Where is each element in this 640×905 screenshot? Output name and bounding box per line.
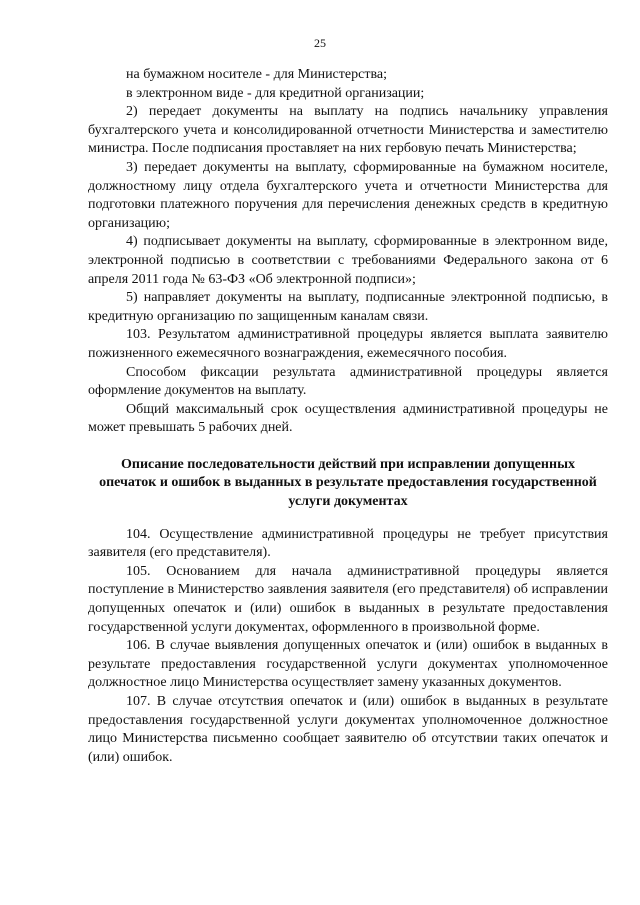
paragraph: Способом фиксации результата административной процедуры является оформление документов на выплату.: [88, 364, 608, 399]
paragraph: на бумажном носителе - для Министерства;: [126, 67, 387, 82]
paragraph: 3) передает документы на выплату, сформированные на бумажном носителе, должностному лицу отдела бухгалтерского учета и отчетности Министерства для подготовки платежного поручения для перечисления денежных средств в кредитную организацию;: [88, 159, 608, 231]
paragraph: 5) направляет документы на выплату, подписанные электронной подписью, в кредитную организацию по защищенным каналам связи.: [88, 290, 608, 324]
paragraph: 106. В случае выявления допущенных опечаток и (или) ошибок в выданных в результате предоставления государственной услуги документах уполномоченное должностное лицо Министерства осуществляет замену указанных документов.: [88, 638, 608, 691]
paragraph: 104. Осуществление административной процедуры не требует присутствия заявителя (его представителя).: [88, 526, 608, 561]
paragraph: 2) передает документы на выплату на подпись начальнику управления бухгалтерского учета и консолидированной отчетности Министерства и заместителю министра. После подписания проставляет на них гербовую печать Министерства;: [88, 104, 608, 157]
paragraph: Общий максимальный срок осуществления административной процедуры не может превышать 5 рабочих дней.: [88, 401, 608, 436]
document-body: [88, 66, 608, 767]
paragraph: 4) подписывает документы на выплату, сформированные в электронном виде, электронной подписью в соответствии с требованиями Федерального закона от 6 апреля 2011 года № 63-ФЗ «Об электронной подписи»;: [88, 234, 608, 287]
page-number: 25: [314, 36, 326, 50]
paragraph: 105. Основанием для начала административной процедуры является поступление в Министерство заявления заявителя (его представителя) об исправлении допущенных опечаток и (или) ошибок в выданных в результате предоставления государственной услуги документах, оформленного в произвольной форме.: [88, 563, 608, 635]
paragraph: в электронном виде - для кредитной организации;: [126, 85, 425, 101]
paragraph: 103. Результатом административной процедуры является выплата заявителю пожизненного ежемесячного вознаграждения, ежемесячного пособия.: [88, 327, 608, 361]
section-heading: Описание последовательности действий при исправлении допущенных опечаток и ошибок в выданных в результате предоставления государственной услуги документах: [99, 456, 597, 510]
paragraph: 107. В случае отсутствия опечаток и (или) ошибок в выданных в результате предоставления государственной услуги документах уполномоченное должностное лицо Министерства письменно сообщает заявителю об отсутствии таких опечаток и (или) ошибок.: [88, 694, 608, 765]
